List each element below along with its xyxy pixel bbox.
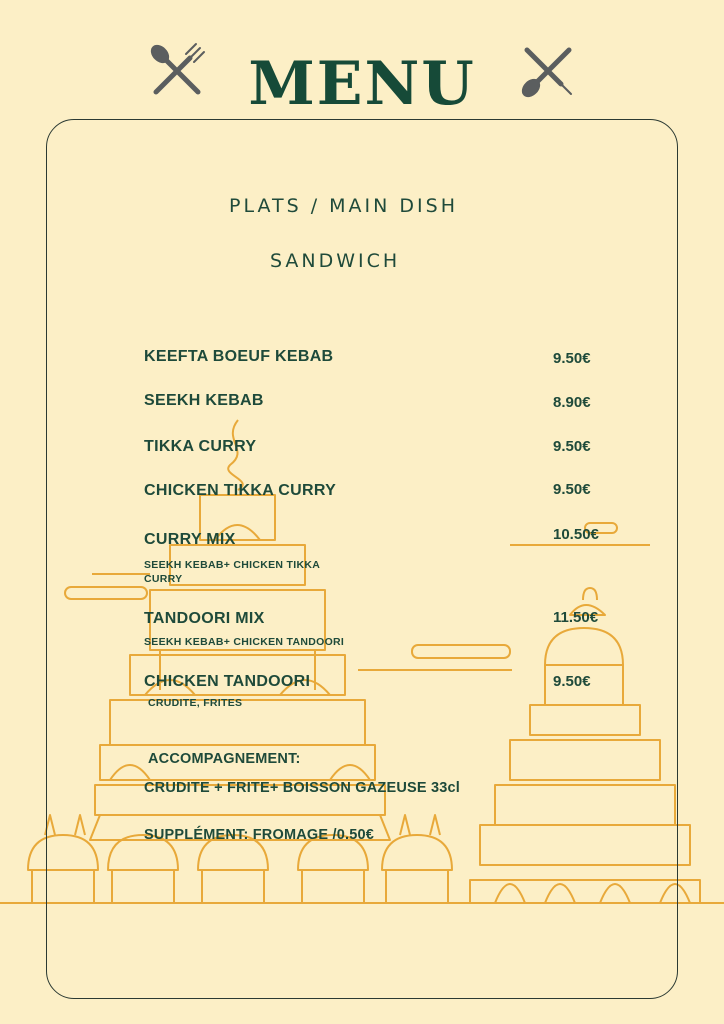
- menu-item-price: 8.90€: [553, 394, 591, 411]
- menu-item-name: CHICKEN TIKKA CURRY: [144, 482, 337, 499]
- menu-item-price: 10.50€: [553, 526, 599, 543]
- menu-item-name: TANDOORI MIX: [144, 610, 265, 627]
- menu-item-price: 11.50€: [553, 609, 599, 626]
- menu-item-name: SEEKH KEBAB: [144, 392, 264, 409]
- menu-item-price: 9.50€: [553, 350, 591, 367]
- section-heading: PLATS / MAIN DISH: [229, 195, 458, 217]
- page-title: MENU: [248, 49, 476, 119]
- menu-item-name: CURRY MIX: [144, 531, 236, 548]
- menu-item-description: SEEKH KEBAB+ CHICKEN TANDOORI: [144, 636, 345, 648]
- section-subheading: SANDWICH: [270, 250, 401, 272]
- menu-item-price: 9.50€: [553, 673, 591, 690]
- menu-item-name: CHICKEN TANDOORI: [144, 673, 311, 690]
- accompaniment-text: CRUDITE + FRITE+ BOISSON GAZEUSE 33cl: [144, 780, 460, 796]
- supplement-text: SUPPLÉMENT: FROMAGE /0.50€: [144, 827, 374, 843]
- menu-item-price: 9.50€: [553, 481, 591, 498]
- menu-item-description: CRUDITE, FRITES: [148, 697, 243, 709]
- menu-item-name: KEEFTA BOEUF KEBAB: [144, 348, 334, 365]
- accompaniment-label: ACCOMPAGNEMENT:: [148, 751, 301, 767]
- menu-item-description: SEEKH KEBAB+ CHICKEN TIKKA CURRY: [144, 559, 320, 585]
- menu-item-name: TIKKA CURRY: [144, 438, 257, 455]
- fork-spoon-icon: [517, 40, 579, 102]
- menu-item-price: 9.50€: [553, 438, 591, 455]
